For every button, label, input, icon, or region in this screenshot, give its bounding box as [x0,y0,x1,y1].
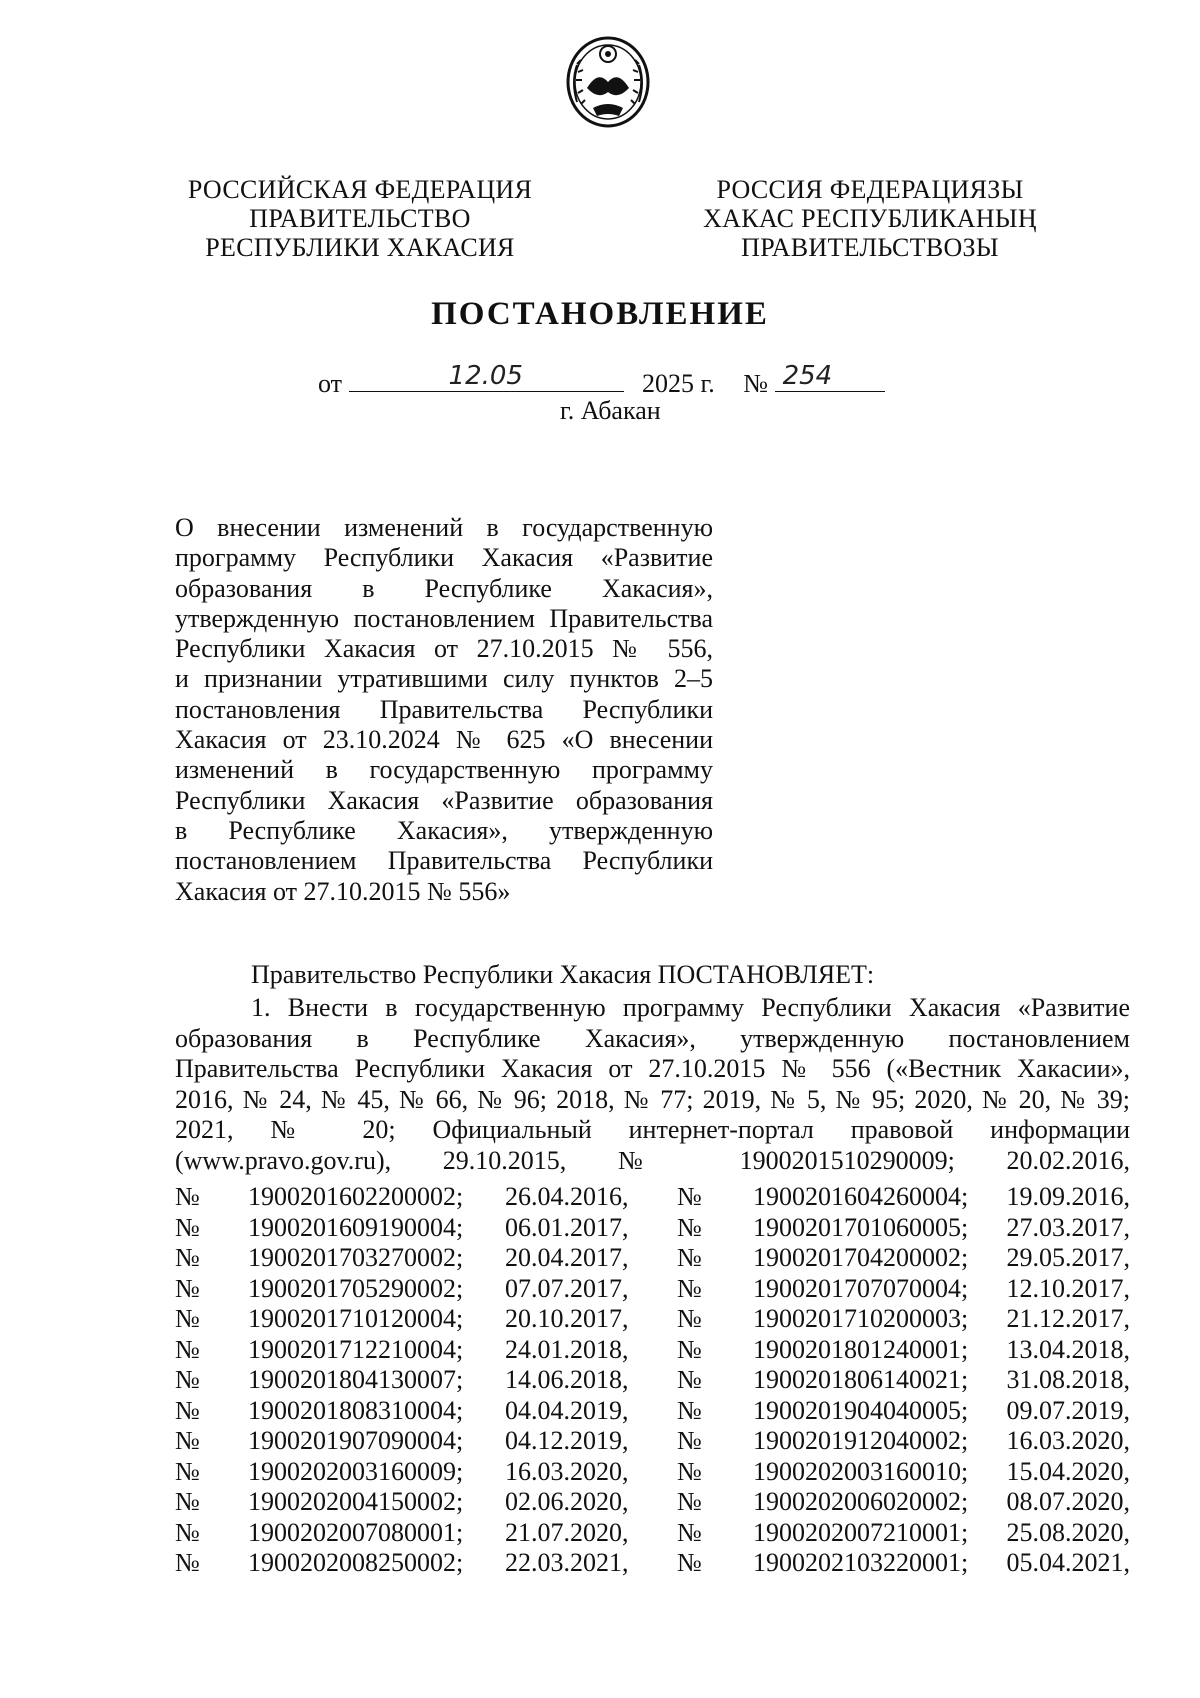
registration-row [175,1243,1130,1274]
registration-number: 1900201912040002; [753,1426,969,1455]
subject-line: утвержденную постановлением Правительства [175,603,713,633]
registration-row [175,1365,1130,1396]
registration-number: 1900201904040005; [753,1395,969,1425]
publication-date: 08.07.2020, [1006,1487,1130,1516]
registration-number: 1900202004150002; [248,1487,464,1516]
publication-date: 26.04.2016, [505,1182,629,1211]
publication-date: 04.04.2019, [505,1395,629,1425]
number-label: № [743,369,769,398]
publication-date: 04.12.2019, [505,1426,629,1455]
resolution-intro: Правительство Республики Хакасия ПОСТАНОВЛЯЕТ: [251,960,875,989]
subject-line: в Республике Хакасия», утвержденную [175,815,713,845]
number-sign: № [677,1517,702,1547]
registration-row [175,1335,1130,1366]
number-sign: № [677,1426,702,1455]
publication-date: 22.03.2021, [505,1548,629,1577]
subject-line: Республики Хакасия от 27.10.2015 № 556, [175,634,713,664]
coat-of-arms-emblem [563,30,653,130]
registration-row [175,1548,1130,1579]
registration-number: 1900201604260004; [753,1182,969,1211]
publication-date: 20.10.2017, [505,1304,629,1333]
number-sign: № [175,1365,200,1394]
registration-row [175,1457,1130,1488]
publication-date: 06.01.2017, [505,1212,629,1242]
number-sign: № [677,1487,702,1516]
registration-number: 1900201703270002; [248,1243,464,1272]
subject-line: постановления Правительства Республики [175,694,713,724]
publication-date: 09.07.2019, [1006,1395,1130,1425]
number-sign: № [175,1212,200,1242]
number-sign: № [175,1517,200,1547]
publication-date: 07.07.2017, [505,1273,629,1303]
registration-row [175,1518,1130,1549]
registration-row [175,1487,1130,1518]
subject-line: Хакасия от 27.10.2015 № 556» [175,876,511,906]
registration-number: 1900201710120004; [248,1304,464,1333]
registration-number: 1900201710200003; [753,1304,969,1333]
paragraph-line: (www.pravo.gov.ru), 29.10.2015, № 1900201510290009; 20.02.2016, [175,1145,1130,1175]
publication-date: 16.03.2020, [1006,1426,1130,1455]
registration-row [175,1304,1130,1335]
header-line: РОССИЙСКАЯ ФЕДЕРАЦИЯ [187,175,533,204]
subject-line: программу Республики Хакасия «Развитие [175,543,713,573]
registration-row [175,1213,1130,1244]
publication-date: 12.10.2017, [1006,1273,1130,1303]
year-label: 2025 г. [642,369,715,398]
number-sign: № [677,1182,702,1211]
number-sign: № [677,1548,702,1577]
date-prefix: от [318,369,343,398]
publication-date: 15.04.2020, [1006,1456,1130,1486]
registration-number: 1900201707070004; [753,1273,969,1303]
number-sign: № [175,1243,200,1272]
registration-row [175,1396,1130,1427]
handwritten-date: 12.05 [448,361,523,391]
publication-date: 24.01.2018, [505,1334,629,1364]
subject-line: изменений в государственную программу [175,755,713,785]
subject-line: Республики Хакасия «Развитие образования [175,785,713,815]
publication-date: 16.03.2020, [505,1456,629,1486]
number-sign: № [677,1212,702,1242]
header-khakas [680,175,1060,262]
number-sign: № [175,1273,200,1303]
paragraph-1 [175,993,1130,1176]
registration-number: 1900201609190004; [248,1212,464,1242]
subject-line: постановлением Правительства Республики [175,846,713,876]
city: г. Абакан [560,396,661,425]
publication-date: 27.03.2017, [1006,1212,1130,1242]
publication-date: 13.04.2018, [1006,1334,1130,1364]
subject-line: и признании утратившими силу пунктов 2–5 [175,664,713,694]
paragraph-line: 2016, № 24, № 45, № 66, № 96; 2018, № 77; 2019, № 5, № 95; 2020, № 20, № 39; [175,1084,1130,1114]
registration-number: 1900201704200002; [753,1243,969,1272]
header-russian [170,175,550,262]
registration-number: 1900202006020002; [753,1487,969,1516]
header-line: РЕСПУБЛИКИ ХАКАСИЯ [205,233,515,262]
registration-row [175,1182,1130,1213]
registration-row [175,1426,1130,1457]
handwritten-number: 254 [782,361,833,391]
registration-number: 1900202003160010; [753,1456,969,1486]
number-sign: № [175,1334,200,1364]
registration-number: 1900201801240001; [753,1334,969,1364]
registration-number: 1900201806140021; [753,1365,969,1394]
publication-date: 05.04.2021, [1006,1548,1130,1577]
number-sign: № [175,1548,200,1577]
number-sign: № [175,1487,200,1516]
number-sign: № [677,1395,702,1425]
number-sign: № [175,1426,200,1455]
number-sign: № [175,1395,200,1425]
date-blank [349,361,624,392]
registration-number: 1900202103220001; [753,1548,969,1577]
registration-number: 1900202008250002; [248,1548,464,1577]
header-line: РОССИЯ ФЕДЕРАЦИЯЗЫ [716,175,1024,204]
registration-number: 1900202007080001; [248,1517,464,1547]
registration-number: 1900201907090004; [248,1426,464,1455]
subject-line: Хакасия от 23.10.2024 № 625 «О внесении [175,725,713,755]
publication-date: 14.06.2018, [505,1365,629,1394]
registration-number: 1900202003160009; [248,1456,464,1486]
number-sign: № [175,1182,200,1211]
registration-number: 1900201602200002; [248,1182,464,1211]
header-line: ХАКАС РЕСПУБЛИКАНЫҢ [703,204,1037,233]
header-line: ПРАВИТЕЛЬСТВО [249,204,471,233]
publication-date: 02.06.2020, [505,1487,629,1516]
registration-number: 1900201808310004; [248,1395,464,1425]
registration-number: 1900201701060005; [753,1212,969,1242]
number-sign: № [175,1456,200,1486]
number-sign: № [677,1243,702,1272]
publication-date: 31.08.2018, [1006,1365,1130,1394]
publication-date: 21.07.2020, [505,1517,629,1547]
publication-date: 29.05.2017, [1006,1243,1130,1272]
paragraph-line: 2021, № 20; Официальный интернет-портал правовой информации [175,1115,1130,1144]
registration-number: 1900201804130007; [248,1365,464,1394]
number-sign: № [677,1334,702,1364]
number-sign: № [677,1304,702,1333]
registration-list [175,1182,1130,1579]
registration-row [175,1274,1130,1305]
paragraph-line: образования в Республике Хакасия», утвержденную постановлением [175,1023,1130,1053]
header-line: ПРАВИТЕЛЬСТВОЗЫ [741,233,999,262]
date-line [318,361,885,399]
document-title: ПОСТАНОВЛЕНИЕ [431,296,769,332]
registration-number: 1900201712210004; [248,1334,464,1364]
number-sign: № [677,1273,702,1303]
registration-number: 1900202007210001; [753,1517,969,1547]
subject-line: О внесении изменений в государственную [175,513,713,542]
document-subject [175,513,713,907]
number-sign: № [677,1365,702,1394]
publication-date: 20.04.2017, [505,1243,629,1272]
paragraph-line: 1. Внести в государственную программу Республики Хакасия «Развитие [251,993,1130,1022]
number-sign: № [677,1456,702,1486]
subject-line: образования в Республике Хакасия», [175,573,713,603]
publication-date: 19.09.2016, [1006,1182,1130,1211]
publication-date: 25.08.2020, [1006,1517,1130,1547]
publication-date: 21.12.2017, [1006,1304,1130,1333]
paragraph-line: Правительства Республики Хакасия от 27.10.2015 № 556 («Вестник Хакасии», [175,1054,1130,1083]
number-sign: № [175,1304,200,1333]
number-blank [775,361,885,392]
registration-number: 1900201705290002; [248,1273,464,1303]
